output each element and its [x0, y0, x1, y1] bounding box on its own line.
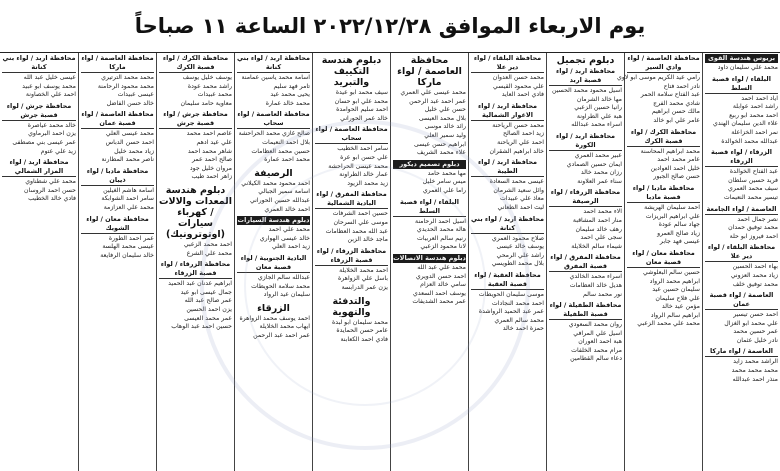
section-subtitle: محافظة معان / لواء قصبة معان	[627, 249, 700, 268]
list-column	[156, 53, 234, 471]
list-item: محمد علي عبد الله	[417, 263, 466, 271]
list-item: زيد احمد الصالح	[503, 130, 544, 138]
list-item: احمد علي الرياحنة	[497, 138, 544, 146]
list-item: وليد سمير العلي	[424, 131, 466, 139]
list-item: سامر احمد الخطيب	[337, 145, 388, 153]
list-item: مروان خليل جود	[189, 164, 232, 172]
list-item: عمر محمد الشديفات	[412, 298, 466, 306]
list-item: عمر عيسى بني مصطفى	[12, 138, 76, 146]
list-section	[315, 295, 388, 345]
list-item: عيسى فهد جابر	[659, 238, 700, 246]
list-item: محمد خالد عمارة	[265, 99, 310, 107]
list-item: عامر حسن الحمايدة	[336, 327, 388, 335]
list-section	[315, 247, 388, 293]
list-section	[393, 160, 466, 196]
list-item: عمر صالح عبد الله	[184, 297, 232, 305]
list-item: محمد علي ابو حسان	[334, 97, 388, 105]
list-section	[627, 184, 700, 247]
list-section	[237, 254, 310, 300]
list-section	[81, 215, 154, 261]
list-item: مالك حسن ابراهيم	[651, 108, 700, 116]
list-item: جهاد سالم عودة	[658, 221, 700, 229]
list-item: نمر احمد الخزاعلة	[731, 128, 778, 136]
list-item: علي محمود القيسي	[493, 82, 544, 90]
list-item: محمد عبيدات	[197, 91, 232, 99]
list-column	[468, 53, 546, 471]
list-item: نادر خليل عثمان	[736, 336, 778, 344]
list-section	[237, 54, 310, 108]
list-item: عبدالله سالم الجازي	[257, 273, 310, 281]
list-section	[159, 260, 232, 332]
list-item: عبد الفتاح الخوالدة	[729, 168, 778, 176]
list-item: خالد عمر الحوراني	[340, 114, 388, 122]
list-item: علاء الدين سليمان الهندي	[713, 120, 778, 128]
list-item: محمد حسن العدوان	[492, 74, 544, 81]
list-item: احمد محمد النجادات	[491, 299, 544, 307]
section-subtitle: محافظة مادبا / لواء قصبة مادبا	[627, 184, 700, 203]
list-item: تامر فهد سليم	[273, 82, 310, 90]
list-item: محمد محمد محمد	[731, 367, 778, 375]
list-item: عيسى عبيدات	[117, 91, 154, 99]
list-item: احمد سليمان الهريشة	[644, 203, 700, 211]
list-item: محمد سالم العمري	[494, 316, 544, 324]
section-subtitle: محافظة المفرق / لواء قصبة المفرق	[550, 253, 621, 271]
list-item: احمد حسن الدباس	[105, 138, 154, 146]
section-subtitle: محافظة معان / لواء الشوبك	[81, 215, 154, 234]
section-subtitle: البادية الجنوبية / لواء قصبة معان	[237, 254, 310, 273]
list-item: نور محمد سالم	[582, 290, 622, 298]
list-item: رنيم سالم العربيات	[416, 234, 466, 242]
section-title: الرصيفة	[254, 167, 293, 179]
list-item: محمد علي سليمان داود	[717, 64, 778, 71]
list-section	[705, 205, 778, 242]
list-item: علي محمد ابو الغزال	[724, 319, 778, 327]
list-item: خالد عيسى الهواري	[259, 234, 310, 242]
list-section	[471, 54, 544, 100]
list-item: علاء محمد الشريف	[416, 149, 466, 157]
list-section	[705, 148, 778, 202]
section-subtitle: محافظة الزرقاء / لواء قصبة الزرقاء	[160, 260, 231, 278]
list-item: علي حسن ابو عرة	[340, 153, 388, 161]
list-item: نادر احمد فتاح	[663, 82, 700, 90]
list-column	[546, 53, 624, 471]
list-item: شادي محمد الفرج	[653, 99, 700, 107]
list-item: فادي احمد الكعابنة	[340, 335, 388, 343]
list-section	[627, 249, 700, 329]
list-item: فادي احمد العايد	[501, 91, 544, 99]
list-item: عمار خالد الطراونة	[339, 171, 388, 179]
list-section	[2, 102, 76, 156]
list-item: اسيل علي المرافي	[573, 329, 622, 337]
list-item: اسامة هاشم الغيلين	[103, 186, 154, 194]
list-item: محمد عيسى العلي	[105, 130, 154, 138]
list-item: اياد احمد احمد	[741, 94, 778, 102]
list-column	[0, 53, 78, 471]
list-item: بلال احمد النعيمات	[262, 138, 310, 146]
list-section	[705, 75, 778, 147]
list-item: علي عيد ادهم	[196, 138, 232, 146]
list-section	[81, 167, 154, 213]
list-item: رزان محمد خالد	[580, 169, 622, 177]
list-item: زيد علي عتوم	[40, 147, 76, 155]
section-subtitle: محافظة اربد / لواء بني كنانة	[2, 54, 76, 71]
list-item: حسين احمد عبد الوهاب	[171, 323, 232, 331]
list-column	[617, 53, 702, 471]
section-subtitle: محافظة اربد / لواء بني كنانة	[470, 214, 544, 232]
list-item: عمر احمد عبد الرحمن	[253, 331, 310, 339]
list-item: روان محمد السعودي	[568, 321, 622, 329]
list-item: نصر جمال احمد	[737, 215, 778, 223]
list-section	[549, 132, 622, 186]
list-item: راما علي العمري	[422, 186, 466, 194]
section-title: دبلوم تجميل	[556, 55, 615, 66]
list-item: عمر احمد عبد الرحمن	[409, 97, 466, 105]
list-section	[617, 54, 700, 126]
list-item: محمد سلامة الحويطات	[251, 282, 310, 290]
list-item: زياد محمد العزوني	[730, 271, 778, 279]
list-item: محمد علي احمد	[268, 226, 310, 234]
list-item: احمد حسن تيسير	[733, 311, 778, 319]
list-item: عامر علي ابو خالد	[653, 116, 700, 124]
list-section	[237, 167, 310, 214]
list-item: محمد احمد عمارة	[264, 156, 310, 164]
section-subtitle: محافظة اربد / لواء الكورة	[549, 132, 622, 151]
list-item: صلاح محمود العمري	[491, 234, 544, 242]
section-subtitle: البلقاء / لواء قصبة السلط	[393, 198, 466, 217]
list-item: علي فلاح سليمان	[655, 294, 700, 302]
list-item: عبدالله محمد الخوالدة	[721, 137, 778, 145]
list-item: خالد سليمان الرفايعة	[100, 251, 154, 259]
list-item: موسى علي السرحان	[333, 218, 388, 226]
list-item: احمد علي الخصاونة	[25, 91, 76, 99]
list-section	[81, 54, 154, 108]
list-section	[81, 110, 154, 164]
list-item: خالد ابراهيم الشقران	[489, 147, 544, 155]
list-item: سجى علي احمد	[580, 234, 622, 242]
list-item: عيسى محمد السعادة	[489, 178, 544, 186]
list-item: اسامة سمير الجبالي	[258, 188, 310, 196]
list-item: مؤمن عيد خالد	[661, 303, 700, 311]
section-subtitle: محافظة جرش / لواء قصبة جرش	[159, 110, 232, 129]
list-item: عبد الفتاح سلامة الحمر	[640, 91, 700, 99]
list-item: محمد يوسف ابو عبيد	[22, 82, 76, 90]
list-item: شاهر محمد احمد	[187, 147, 232, 155]
list-section	[471, 158, 544, 212]
list-item: محمد علي الشرع	[186, 249, 232, 257]
section-title: والتدفئة والتهوية	[332, 295, 371, 318]
list-item: مرام محمد الخلفات	[571, 346, 622, 354]
list-section	[705, 54, 778, 73]
list-section	[315, 190, 388, 244]
list-item: مها خالد الشرمان	[576, 95, 622, 103]
list-item: محمد علي محمد الزعبي	[637, 320, 700, 328]
list-item: فادي خالد الخطيب	[28, 195, 76, 203]
list-item: رامي عيد الكريم موسى ابو لاوي	[617, 74, 700, 81]
list-item: حسين احمد الشرفات	[332, 210, 388, 218]
list-item: بلال محمد الطويسي	[491, 260, 544, 268]
section-subtitle: محافظة العقبة / لواء قصبة العقبة	[471, 271, 544, 290]
list-item: ابراهيم حسن عيسى	[413, 140, 466, 148]
list-item: خالد محمد عياصرة	[27, 121, 76, 129]
section-subtitle: محافظة العاصمة / لواء سحاب	[315, 125, 388, 143]
list-item: سليمان عيد الرواد	[263, 291, 310, 299]
list-item: منار احمد المشاقبة	[572, 216, 622, 224]
list-item: راشد علي الرمحي	[496, 251, 544, 259]
list-section	[549, 188, 622, 251]
list-section	[471, 271, 544, 334]
section-subtitle: محافظة جرش / لواء قصبة جرش	[2, 102, 76, 121]
list-column	[78, 53, 156, 471]
list-item: محمد عيسى الحراحشة	[328, 162, 388, 170]
list-section	[237, 216, 310, 252]
section-subtitle: محافظة العاصمة / لواء وادي السير	[627, 54, 700, 71]
list-item: هديل خالد العظامات	[569, 281, 622, 289]
section-subtitle: محافظة الزرقاء / لواء الرصيفة	[550, 188, 621, 206]
list-item: احمد محمد ابو ربيع	[729, 111, 778, 119]
list-item: اسيل احمد الرحامنة	[415, 217, 466, 225]
list-section	[237, 302, 310, 341]
list-section	[627, 128, 700, 182]
list-item: احمد محمود محمد الكيلاني	[241, 179, 310, 187]
list-item: زياد صالح العمرو	[657, 229, 700, 237]
list-item: منذر احمد عبدالله	[732, 375, 778, 383]
list-item: باسل علي الزواهرة	[338, 275, 388, 283]
header-banner	[0, 0, 780, 52]
section-subtitle: العاصمة / لواء قصبة عمان	[705, 291, 778, 310]
section-title: محافظة العاصمة / لواء ماركا	[397, 55, 462, 88]
list-item: عبد الله محمد العظامات	[325, 227, 388, 235]
list-item: عمر عبد الحميد الرواشدة	[478, 308, 544, 316]
list-item: تيسير محمد النعيمات	[723, 193, 778, 201]
section-subtitle: العاصمة / لواء الجامعة	[706, 204, 777, 213]
list-item: محمد ابراهيم المحاسنة	[640, 147, 700, 155]
list-section	[549, 253, 622, 299]
section-subtitle: دبلوم تصميم ديكور	[393, 160, 466, 169]
list-item: رانيا حسين الزعبي	[574, 104, 622, 112]
list-item: الاء محمد احمد	[583, 208, 622, 216]
list-item: احمد حسن الدويري	[415, 272, 466, 280]
list-item: سليمان حسين عيد	[652, 286, 700, 294]
section-subtitle: محافظة اربد / لواء الاغوار الشمالية	[471, 102, 544, 121]
list-item: عامر محمد احمد	[657, 156, 700, 164]
list-item: ماجد خالد الزبن	[347, 236, 388, 244]
section-title: دبلوم هندسة المعدات والالات / كهرباء سيارات (اوتوترونيك)	[158, 184, 232, 240]
list-item: يحيى محمد عيد	[270, 91, 310, 99]
list-item: بهاء احمد الحسين	[732, 263, 778, 271]
section-title: دبلوم هندسة التكييف والتبريد	[321, 55, 382, 88]
names-grid	[0, 52, 780, 470]
list-item: احمد سليم الحوامدة	[336, 106, 388, 114]
list-item: علي ابراهيم البريزات	[645, 212, 700, 220]
list-item: محمد محمد الترتيري	[101, 74, 154, 81]
list-section	[315, 54, 388, 123]
list-item: محمد علي العزازمة	[103, 203, 154, 211]
list-item: عاصم احمد محمد	[186, 130, 232, 138]
list-item: موسى سليمان الحويطات	[478, 290, 544, 298]
list-section	[315, 125, 388, 188]
list-section	[705, 243, 778, 289]
section-subtitle: محافظة العاصمة / لواء ماركا	[81, 54, 154, 71]
list-column	[234, 53, 312, 471]
list-item: بلال محمد العيسى	[418, 114, 466, 122]
section-subtitle: محافظة الكرك / لواء قصبة الكرك	[627, 128, 700, 147]
list-section	[471, 102, 544, 156]
list-item: سناء عمر العلاونة	[577, 177, 622, 185]
list-item: هالة محمد الحديدي	[416, 226, 466, 234]
list-item: لانا محمود الزعبي	[420, 243, 466, 251]
list-item: دعاء سالم القطامين	[570, 355, 622, 363]
list-item: حسن علي خليل	[424, 106, 466, 114]
list-section	[159, 110, 232, 182]
list-item: صالح احمد عمر	[191, 156, 232, 164]
section-subtitle: محافظة اربد / لواء قصبة اربد	[549, 67, 622, 86]
section-subtitle: محافظة المفرق / لواء البادية الشمالية	[316, 190, 387, 208]
list-item: عمر احمد الطورة	[108, 234, 154, 242]
list-item: محمد محمود الرحامنة	[97, 82, 154, 90]
list-item: يوسف خليل يوسف	[182, 74, 232, 81]
section-subtitle: محافظة اربد / لواء بني كنانة	[236, 54, 310, 71]
list-item: ميس سامر خليل	[422, 178, 466, 186]
list-item: محمد توفيق خلف	[732, 280, 778, 288]
list-item: سامر احمد الشوابكة	[101, 195, 154, 203]
section-title: الزرقاء	[257, 302, 290, 314]
list-item: ابراهيم عدنان عبد الحميد	[168, 280, 232, 288]
list-item: حسين محمد العظامات	[251, 147, 310, 155]
list-item: حسين سالم البعلوشي	[643, 268, 700, 276]
section-subtitle: محافظة العاصمة / لواء سحاب	[237, 110, 310, 128]
section-subtitle: بريوس هندسة القوى	[705, 54, 778, 63]
list-item: احمد محمد الخلايلة	[339, 266, 388, 274]
list-item: احمد فيروز ابو حلة	[729, 232, 778, 240]
list-item: اسيل محمود محمد الحسين	[551, 87, 622, 94]
list-item: صالح غازي محمد الحراحشة	[238, 130, 310, 138]
list-section	[705, 291, 778, 345]
list-item: ابراهيم سالم الرواد	[650, 311, 700, 319]
list-item: محمد توفيق حمدان	[728, 224, 778, 232]
list-item: شيماء سالم الخلايلة	[571, 242, 622, 250]
list-item: راشد احمد عوابلة	[732, 103, 778, 111]
list-item: محمد علي شطناوي	[25, 178, 76, 186]
list-item: راشد محمد عودة	[187, 82, 232, 90]
list-section	[237, 110, 310, 164]
list-item: ناصر محمد المطارنة	[101, 156, 154, 164]
list-item: معاذ علي عبيدات	[500, 195, 544, 203]
list-item: الراشد محمد زايد	[733, 358, 778, 366]
list-item: رهف خالد سليمان	[575, 225, 622, 233]
list-item: عيسى محمد الهلسة	[102, 243, 154, 251]
list-item: رائد خالد موسى	[424, 123, 466, 131]
list-item: زيد محمد الزيود	[347, 179, 388, 187]
list-item: يزن عمر الدرابسة	[341, 283, 388, 291]
list-item: احمد يوسف محمد الزواهرة	[239, 314, 310, 322]
list-item: عمر محمد العيسى	[184, 314, 232, 322]
section-subtitle: الزرقاء / لواء قصبة الزرقاء	[705, 148, 778, 167]
list-section	[2, 54, 76, 100]
list-item: خالد حسن الفاضل	[106, 99, 154, 107]
list-item: ايهاب محمد الخلايلة	[259, 323, 310, 331]
section-subtitle: محافظة مادبا / لواء ذيبان	[81, 167, 154, 186]
list-column	[702, 53, 780, 471]
list-section	[705, 347, 778, 384]
list-section	[393, 54, 466, 158]
list-section	[393, 198, 466, 252]
list-item: ليث احمد الطعاني	[497, 203, 544, 211]
section-subtitle: محافظة اربد / لواء المزار الشمالي	[2, 158, 76, 177]
list-item: سيف محمد العمري	[728, 185, 778, 193]
page-title: يوم الاربعاء الموافق ٢٠٢٢/١٢/٢٨ الساعة ١١ صباحاً	[134, 14, 646, 38]
section-subtitle: محافظة الزرقاء / لواء قصبة الزرقاء	[316, 246, 387, 264]
list-item: عيسى خليل عبد الله	[23, 74, 76, 81]
list-item: زاهر احمد طيب	[191, 173, 232, 181]
list-item: يوسف خالد عيسى	[496, 243, 544, 251]
list-item: احمد محمد الزعبي	[183, 240, 232, 248]
section-subtitle: العاصمة / لواء ماركا	[705, 347, 778, 357]
list-item: حسن احمد الروسان	[24, 186, 76, 194]
list-item: احمد خالد العمري	[264, 205, 310, 213]
list-item: زياد محمد خليل	[114, 147, 154, 155]
list-section	[159, 54, 232, 108]
list-item: سامي خالد العزام	[420, 281, 466, 289]
list-item: سيف محمد ابو عيدة	[335, 89, 388, 96]
section-subtitle: محافظة اربد / لواء الطيبة	[471, 158, 544, 177]
list-section	[393, 254, 466, 307]
section-subtitle: دبلوم هندسة الاتصالات	[393, 253, 466, 262]
list-item: خليل احمد العوادين	[650, 164, 700, 172]
list-column	[312, 53, 390, 471]
list-item: ابراهيم محمد الرواد	[649, 277, 700, 285]
list-item: جمال عيسى ابو عيد	[180, 288, 232, 296]
list-section	[159, 184, 232, 258]
section-subtitle: محافظة الطفيلة / لواء قصبة الطفيلة	[549, 301, 622, 319]
list-column	[390, 53, 468, 471]
list-item: اسراء محمد الخالدي	[569, 273, 622, 281]
list-item: يزن احمد الحسين	[186, 305, 232, 313]
list-item: فريد حسين سلطان	[728, 176, 778, 184]
list-item: ايمان حسين الصمادي	[566, 160, 622, 168]
section-subtitle: البلقاء / لواء قصبة السلط	[705, 75, 778, 94]
list-item: اسامة محمد ياسين عمامنة	[241, 74, 310, 81]
section-subtitle: محافظة البلقاء / لواء دير علا	[471, 54, 544, 73]
list-item: يزن احمد البرماوي	[28, 130, 76, 138]
list-item: محمد عيسى علي العمري	[400, 89, 466, 96]
list-item: وائل سعيد الشرمان	[493, 186, 544, 194]
list-item: يوسف احمد السعدي	[412, 289, 466, 297]
section-subtitle: محافظة البلقاء / لواء دير علا	[705, 243, 778, 262]
section-subtitle: دبلوم هندسة السيارات	[237, 216, 310, 225]
list-item: عبير محمد العمري	[574, 151, 622, 159]
section-subtitle: محافظة العاصمة / لواء قصبة عمان	[81, 110, 154, 128]
list-item: حمزة احمد خالد	[502, 325, 544, 333]
list-item: معاوية حامد سليمان	[180, 99, 232, 107]
list-section	[2, 158, 76, 204]
section-subtitle: محافظة الكرك / لواء قصبة الكرك	[159, 54, 232, 73]
list-item: عبدالله حسين الحوراني	[249, 196, 310, 204]
list-item: زيد احمد العلي	[271, 243, 310, 251]
list-item: اسراء محمد عبدالله	[571, 121, 622, 129]
list-section	[549, 301, 622, 364]
list-section	[471, 215, 544, 269]
list-item: عمر حسين محمد	[733, 328, 778, 336]
list-section	[549, 54, 622, 130]
list-item: مها محمد حامد	[427, 169, 466, 177]
list-item: محمد حسن الرياحنة	[492, 121, 544, 129]
list-item: هبة علي الطراونة	[576, 112, 622, 120]
list-item: محمد سليمان ابو لبدة	[331, 318, 388, 326]
list-item: حسن صالح الجبور	[653, 173, 700, 181]
list-item: هبة احمد العوران	[578, 338, 622, 346]
